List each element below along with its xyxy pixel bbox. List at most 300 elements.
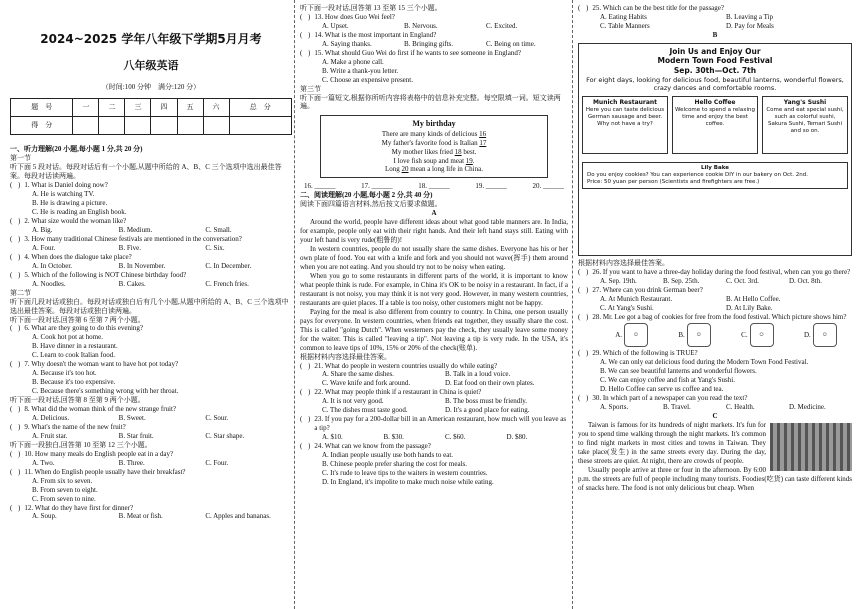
score-cell[interactable] (73, 117, 99, 135)
answer-option[interactable]: D. Eat food on their own plates. (445, 379, 535, 388)
answer-option[interactable]: C. Small. (205, 225, 232, 234)
answer-option[interactable]: C. He is reading an English book. (32, 208, 127, 217)
question (10, 324, 292, 333)
answer-option[interactable]: A. Make a phone call. (322, 57, 384, 66)
table-text: . (472, 156, 475, 165)
listening-section-cont (300, 4, 568, 111)
answer-option[interactable]: A. Four. (32, 243, 56, 252)
answer-option[interactable]: C. It's rude to leave tips to the waiters in western countries. (322, 468, 488, 477)
answer-option-row (578, 295, 852, 304)
answer-paren[interactable]: ( (578, 285, 581, 294)
question-text: 7. Why doesn't the woman want to have hot pot today? (24, 360, 179, 369)
answer-option[interactable]: A. Noodles. (32, 279, 66, 288)
answer-option[interactable]: A. Indian people usually use both hands to eat. (322, 451, 454, 460)
column-divider (572, 0, 573, 609)
question-text: 14. What is the most important in England? (314, 30, 437, 39)
question (300, 362, 568, 371)
answer-option[interactable]: A. Cook hot pot at home. (32, 333, 103, 342)
question-text: 25. Which can be the best title for the passage? (592, 4, 725, 12)
answer-option[interactable]: A. $10. (322, 433, 343, 442)
answer-option[interactable]: B. The boss must be friendly. (445, 397, 528, 406)
question (10, 360, 292, 369)
answer-paren-close: ) (18, 405, 21, 414)
answer-blank[interactable]: 17. ______ (361, 182, 393, 191)
score-header-cell: 五 (177, 99, 203, 117)
blank-number: 18 (454, 147, 462, 156)
answer-blank[interactable]: 18. ______ (418, 182, 450, 191)
answer-option-row (10, 280, 292, 289)
answer-option[interactable]: B. Cakes. (118, 279, 146, 288)
question-text: 21. What do people in western countries usually do while eating? (314, 361, 498, 370)
answer-option[interactable]: C. Star shape. (205, 431, 245, 440)
answer-paren-close: ) (308, 12, 311, 21)
question-text: 12. What do they have first for dinner? (24, 503, 134, 512)
person-illustration: ☺ (687, 323, 711, 347)
question (300, 388, 568, 397)
score-cell[interactable] (151, 117, 177, 135)
answer-option-row (300, 370, 568, 379)
instruction-text: 听下面一段对话,回答第 8 至第 9 两个小题。 (10, 396, 145, 405)
passage-label: C (712, 412, 718, 421)
answer-option[interactable]: C. Being on time. (486, 39, 536, 48)
answer-option[interactable]: C. Health. (726, 403, 755, 412)
answer-paren-close: ) (308, 361, 311, 370)
ad-card-price: Price: 50 yuan per person (Scientists and firefighters are free.) (587, 179, 760, 186)
score-header-cell: 三 (125, 99, 151, 117)
answer-option[interactable]: A. Saying thanks. (322, 39, 372, 48)
answer-option-row (10, 262, 292, 271)
table-text: mean a long life in China. (408, 165, 483, 174)
instruction-text: 第三节 (300, 84, 321, 93)
birthday-table-title: My birthday (412, 119, 456, 129)
answer-option[interactable]: D. Medicine. (789, 403, 826, 412)
passage-c (578, 421, 852, 493)
answer-option[interactable]: B. Sep. 25th. (663, 276, 700, 285)
question-text: 24. What can we know from the passage? (314, 442, 431, 451)
instruction-text: 第二节 (10, 288, 31, 297)
answer-option[interactable]: A. Fruit star. (32, 431, 68, 440)
answer-option[interactable]: C. From seven to nine. (32, 494, 96, 503)
answer-option[interactable]: B. Talk in a loud voice. (445, 370, 511, 379)
ad-description: For eight days, looking for delicious food, beautiful lanterns, wonderful flowers, crazy dances and comfortable rooms. (586, 75, 844, 92)
question (578, 349, 852, 358)
instruction-text: 听下面一段对话,回答第 13 至第 15 三个小题。 (300, 4, 442, 12)
answer-paren[interactable]: ( (578, 267, 581, 276)
reading-section-b-cont (578, 349, 852, 421)
exam-title: 2024~2025 学年八年级下学期5月月考 (40, 32, 262, 46)
column-1 (10, 4, 292, 521)
question (578, 268, 852, 277)
answer-paren-close: ) (18, 181, 21, 190)
answer-option[interactable]: C. Choose an expensive present. (322, 75, 413, 84)
score-header-cell: 总 分 (229, 99, 291, 117)
birthday-table-line (327, 139, 541, 148)
column-3 (578, 4, 852, 493)
answer-paren-close: ) (18, 360, 21, 369)
answer-option[interactable]: C. Six. (205, 243, 225, 252)
score-table (10, 98, 292, 135)
ad-card-text: Come and eat special sushi, such as colorful sushi, Sakura Sushi, Temari Sushi and so on. (766, 106, 844, 134)
birthday-table-lines (327, 130, 541, 175)
answer-option[interactable]: A. Upset. (322, 21, 349, 30)
score-cell[interactable] (203, 117, 229, 135)
reading-section-a (300, 191, 568, 486)
question-text: 4. When does the dialogue take place? (24, 252, 132, 261)
answer-paren-close: ) (18, 270, 21, 279)
answer-option[interactable]: C. French fries. (205, 279, 249, 288)
answer-option[interactable]: A. He is watching TV. (32, 190, 95, 199)
question (10, 405, 292, 414)
table-text: I love fish soup and meat (393, 156, 466, 165)
answer-option-row (300, 40, 568, 49)
ad-card-text: Here you can taste delicious German sausage and beer. Why not have a try? (585, 106, 665, 127)
answer-option[interactable]: C. Wave knife and fork around. (322, 379, 411, 388)
section-heading: 一、听力理解(20 小题,每小题 1 分,共 20 分) (10, 145, 143, 154)
answer-option[interactable]: B. Have dinner in a restaurant. (32, 342, 118, 351)
answer-option[interactable]: B. From seven to eight. (32, 485, 98, 494)
answer-paren-close: ) (18, 234, 21, 243)
answer-option[interactable]: C. We can enjoy coffee and fish at Yang's Sushi. (600, 376, 735, 385)
answer-option[interactable]: B. Sweet. (118, 413, 146, 422)
instruction-text: 根据材料内容选择最佳答案。 (300, 352, 391, 361)
answer-option-row (10, 459, 292, 468)
score-header-cell: 六 (203, 99, 229, 117)
answer-option[interactable]: B. In November. (118, 261, 166, 270)
answer-option[interactable]: A. Two. (32, 458, 55, 467)
ad-heading-1: Join Us and Enjoy Our (669, 46, 761, 56)
ad-card-name: Lily Bake (701, 165, 729, 172)
answer-paren-close: ) (18, 252, 21, 261)
question-text: 1. What is Daniel doing now? (24, 181, 108, 190)
picture-label: B. (678, 331, 685, 339)
answer-paren[interactable]: ( (10, 234, 13, 243)
instruction-text: 听下面一段对话,回答第 6 至第 7 两个小题。 (10, 315, 145, 324)
table-text: best. (461, 147, 477, 156)
question-text: 5. Which of the following is NOT Chinese birthday food? (24, 270, 187, 279)
answer-option[interactable]: C. Four. (205, 458, 229, 467)
answer-option[interactable]: C. Excited. (486, 21, 518, 30)
answer-option[interactable]: C. At Yang's Sushi. (600, 303, 654, 312)
answer-paren-close: ) (586, 349, 589, 358)
passage-paragraph: When you go to some restaurants in different parts of the world, it is important to know what people think is rude. For example, in China it's OK to be noisy in a restaurant. In fact, if a restaurant is not noisy, you may think it is not very good. However, in many western countries, restaurants are quiet places. If a table is too noisy, other customers might not be happy. (300, 271, 568, 307)
picture-option[interactable] (615, 323, 648, 347)
answer-option[interactable]: B. Star fruit. (118, 431, 154, 440)
answer-option[interactable]: A. Soup. (32, 512, 57, 521)
answer-option-row (10, 414, 292, 423)
birthday-table-line (327, 157, 541, 166)
food-festival-ad (578, 43, 852, 256)
answer-paren[interactable]: ( (10, 449, 13, 458)
question (578, 4, 852, 13)
answer-blank[interactable]: 20. ______ (532, 182, 564, 191)
question (300, 13, 568, 22)
ad-card-name: Munich Restaurant (592, 99, 658, 107)
ad-card-lily-bake (582, 162, 848, 189)
question-text: 30. In which part of a newspaper can you read the text? (592, 394, 748, 403)
question-text: 6. What are they going to do this evening? (24, 324, 143, 333)
answer-option[interactable]: B. At Hello Coffee. (726, 294, 781, 303)
answer-option[interactable]: B. $30. (383, 433, 404, 442)
person-illustration: ☺ (624, 323, 648, 347)
answer-option[interactable]: D. Pay for Meals (726, 21, 774, 30)
blank-number: 19 (465, 156, 473, 165)
instruction-text: 阅读下面四篇语言材料,然后按文后要求做题。 (300, 200, 442, 209)
answer-paren[interactable]: ( (10, 324, 13, 333)
ad-card-text: Welcome to spend a relaxing time and enjoy the best coffee. (675, 106, 755, 127)
answer-option[interactable]: B. He is drawing a picture. (32, 199, 108, 208)
answer-option[interactable]: C. $60. (445, 433, 466, 442)
answer-paren[interactable]: ( (10, 467, 13, 476)
column-2 (300, 4, 568, 487)
answer-option-row (578, 13, 852, 22)
answer-paren-close: ) (586, 312, 589, 321)
answer-paren-close: ) (308, 388, 311, 397)
answer-option-row (10, 244, 292, 253)
column-divider (294, 0, 295, 609)
answer-paren[interactable]: ( (578, 4, 581, 12)
answer-option[interactable]: C. Sour. (205, 413, 229, 422)
instruction-text: 根据材料内容选择最佳答案。 (578, 258, 669, 267)
question (300, 49, 568, 58)
question-text: 22. What may people think if a restaurant in China is quiet? (314, 388, 482, 397)
score-cell[interactable] (229, 117, 291, 135)
birthday-table-line (327, 165, 541, 174)
answer-paren-close: ) (586, 267, 589, 276)
answer-blank[interactable]: 16. ______ (304, 182, 336, 191)
answer-option[interactable]: B. We can see beautiful lanterns and wonderful flowers. (600, 367, 757, 376)
question (10, 217, 292, 226)
answer-option[interactable]: B. Because it's too expensive. (32, 378, 116, 387)
question (10, 253, 292, 262)
answer-option[interactable]: A. In October. (32, 261, 73, 270)
answer-paren[interactable]: ( (10, 422, 13, 431)
answer-option[interactable]: B. Five. (118, 243, 142, 252)
answer-paren[interactable]: ( (300, 442, 303, 451)
answer-option[interactable]: B. Bringing gifts. (404, 39, 454, 48)
answer-paren-close: ) (308, 30, 311, 39)
answer-paren[interactable]: ( (578, 349, 581, 358)
instruction-text: 听下面一段独白,回答第 10 至第 12 三个小题。 (10, 440, 152, 449)
passage-label: B (712, 30, 718, 39)
passage-paragraph: Usually people arrive at three or four in the afternoon. By 6:00 p.m. the streets are full of people including many tourists. Foodies(吃货) can taste different kinds of snacks here. The food is not only delicious but cheap. When (578, 465, 852, 492)
answer-option[interactable]: B. Leaving a Tip (726, 12, 774, 21)
answer-option[interactable]: C. Because there's something wrong with her throat. (32, 387, 179, 396)
question-text: 23. If you pay for a 200-dollar bill in an American restaurant, how much will you leave as a tip? (314, 415, 567, 433)
answer-paren-close: ) (18, 449, 21, 458)
picture-option[interactable] (804, 323, 837, 347)
blank-number: 17 (479, 138, 487, 147)
answer-option[interactable]: A. From six to seven. (32, 476, 93, 485)
answer-paren[interactable]: ( (10, 270, 13, 279)
answer-option[interactable]: B. Nervous. (404, 21, 438, 30)
listening-section (10, 145, 292, 521)
answer-paren[interactable]: ( (10, 405, 13, 414)
answer-option[interactable]: B. Three. (118, 458, 145, 467)
answer-paren[interactable]: ( (10, 181, 13, 190)
question (578, 394, 852, 403)
answer-paren[interactable]: ( (10, 252, 13, 261)
answer-option[interactable]: C. In December. (205, 261, 252, 270)
answer-paren[interactable]: ( (300, 388, 303, 397)
answer-paren[interactable]: ( (578, 312, 581, 321)
score-cell[interactable] (125, 117, 151, 135)
night-market-photo (770, 423, 852, 471)
table-text: My mother likes fried (391, 147, 455, 156)
question-text: 10. How many meals do English people eat in a day? (24, 449, 174, 458)
instruction-text: 听下面一篇短文,根据你所听内容将表格中的信息补充完整。每空限填一词。短文读两遍。 (300, 93, 561, 111)
table-text: There are many kinds of delicious (381, 129, 480, 138)
answer-option[interactable]: B. Write a thank-you letter. (322, 66, 399, 75)
birthday-table-line (327, 130, 541, 139)
ad-card-munich (582, 96, 668, 154)
answer-paren-close: ) (18, 217, 21, 226)
answer-option-row (300, 406, 568, 415)
question-text: 11. When do English people usually have their breakfast? (24, 467, 186, 476)
passage-paragraph: In western countries, people do not usually share the same dishes. Everyone has his or her own plate of food. You eat with a knife and fork and you should not wave(挥手) them around when you are not eating. And you should try not to be noisy when eating. (300, 245, 568, 272)
instruction-text: 第一节 (10, 154, 31, 163)
answer-option[interactable]: D. It's a good place for eating. (445, 406, 530, 415)
question-text: 9. What's the name of the new fruit? (24, 422, 126, 431)
answer-option[interactable]: C. The dishes must taste good. (322, 406, 408, 415)
question (300, 415, 568, 433)
birthday-table (320, 115, 548, 178)
answer-option[interactable]: A. It is not very good. (322, 397, 384, 406)
answer-paren-close: ) (18, 422, 21, 431)
answer-option-row (10, 432, 292, 441)
answer-option[interactable]: D. At Lily Bake. (726, 303, 773, 312)
answer-option[interactable]: B. Medium. (118, 225, 153, 234)
passage-label: A (431, 209, 437, 218)
exam-meta: （时间:100 分钟 满分:120 分） (101, 83, 201, 92)
section-heading: 二、阅读理解(20 小题,每小题 2 分,共 40 分) (300, 191, 433, 200)
passage-paragraph: Around the world, people have different ideas about what good table manners are. In India, for example, people only eat with their right hands. And their left hand stays still. Eating with your left hand is very rude(粗鲁的)! (300, 218, 568, 245)
answer-option-row (300, 433, 568, 442)
answer-paren[interactable]: ( (300, 361, 303, 370)
answer-option[interactable]: A. Sports. (600, 403, 629, 412)
person-illustration: ☺ (813, 323, 837, 347)
answer-paren-close: ) (18, 503, 21, 512)
answer-option[interactable]: A. Big. (32, 225, 53, 234)
question-text: 28. Mr. Lee got a bag of cookies for free from the food festival. Which picture shows him? (592, 312, 847, 321)
picture-label: D. (803, 331, 811, 339)
answer-option[interactable]: B. Travel. (663, 403, 691, 412)
reading-section-b (578, 259, 852, 322)
answer-option[interactable]: A. At Munich Restaurant. (600, 294, 673, 303)
ad-card-name: Hello Coffee (694, 99, 736, 107)
table-text: Long (385, 165, 402, 174)
blank-number: 20 (401, 165, 409, 174)
answer-option-row (300, 379, 568, 388)
answer-paren-close: ) (586, 4, 589, 12)
picture-option[interactable] (741, 323, 773, 347)
answer-option[interactable]: C. Apples and bananas. (205, 512, 271, 521)
answer-option[interactable]: C. Learn to cook Italian food. (32, 351, 116, 360)
question (10, 423, 292, 432)
score-cell[interactable] (99, 117, 125, 135)
answer-paren[interactable]: ( (10, 217, 13, 226)
blank-number: 16 (479, 129, 487, 138)
answer-paren[interactable]: ( (300, 12, 303, 21)
score-cell[interactable] (177, 117, 203, 135)
answer-paren-close: ) (18, 324, 21, 333)
answer-option[interactable]: A. Eating Habits (600, 12, 647, 21)
answer-paren[interactable]: ( (300, 415, 303, 424)
answer-paren-close: ) (308, 48, 311, 57)
answer-option[interactable]: D. $80. (506, 433, 528, 442)
instruction-text: 听下面几段对话或独白。每段对话或独白后有几个小题,从题中所给的 A、B、C 三个选项中选出最佳答案。每段对话或独白读两遍。 (10, 297, 289, 315)
score-row-label: 得 分 (11, 117, 73, 135)
answer-option-row (578, 304, 852, 313)
ad-card-yangs-sushi (762, 96, 848, 154)
ad-card-text: Do you enjoy cookies? You can experience cookie DIY in our bakery on Oct. 2nd. (587, 172, 808, 179)
picture-label: A. (615, 331, 622, 339)
question (10, 468, 292, 477)
answer-option[interactable]: D. Oct. 8th. (789, 276, 822, 285)
answer-option[interactable]: A. Delicious. (32, 413, 70, 422)
answer-paren-close: ) (308, 442, 311, 451)
answer-paren-close: ) (18, 467, 21, 476)
answer-option[interactable]: A. Because it's too hot. (32, 369, 97, 378)
picture-option[interactable] (678, 323, 710, 347)
answer-option-row (300, 397, 568, 406)
score-header-cell: 二 (99, 99, 125, 117)
answer-paren[interactable]: ( (10, 360, 13, 369)
score-header-cell: 一 (73, 99, 99, 117)
answer-paren[interactable]: ( (300, 48, 303, 57)
ad-heading-3: Sep. 30th—Oct. 7th (673, 66, 757, 75)
ad-cards (582, 96, 848, 154)
answer-option-row (578, 277, 852, 286)
question-text: 3. How many traditional Chinese festivals are mentioned in the conversation? (24, 234, 242, 243)
answer-blank[interactable]: 19. ______ (475, 182, 507, 191)
birthday-table-line (327, 148, 541, 157)
picture-label: C. (741, 331, 748, 339)
ad-card-hello-coffee (672, 96, 758, 154)
question-text: 8. What did the woman think of the new strange fruit? (24, 405, 177, 414)
question (578, 313, 852, 322)
answer-paren[interactable]: ( (578, 394, 581, 403)
question (10, 271, 292, 280)
question (300, 442, 568, 451)
question (10, 504, 292, 513)
answer-paren[interactable]: ( (10, 503, 13, 512)
question (10, 450, 292, 459)
question-text: 15. What should Guo Wei do first if he wants to see someone in England? (314, 48, 521, 57)
question-text: 26. If you want to have a three-day holiday during the food festival, when can you go there? (592, 267, 851, 276)
passage-paragraph: Paying for the meal is also different from country to country. In China, one person usually pays for everyone. In western countries, when friends eat together, they usually share the cost. This is called "going Dutch". When westerners pay the check, they usually leave some money for the waiter. This is called "leaving a tip". Not leaving a tip is very rude. In the USA, it's common to leave tips of 10%, 15% or 20% of the check(账单). (300, 307, 568, 352)
question (10, 235, 292, 244)
answer-paren-close: ) (308, 415, 311, 424)
answer-option-row (10, 512, 292, 521)
answer-option[interactable]: D. In England, it's impolite to make much noise while eating. (322, 477, 494, 486)
question (10, 181, 292, 190)
question-text: 2. What size would the woman like? (24, 217, 127, 226)
answer-option[interactable]: C. Oct. 3rd. (726, 276, 759, 285)
question (300, 31, 568, 40)
answer-option[interactable]: A. Share the same dishes. (322, 370, 394, 379)
instruction-text: 听下面 5 段对话。每段对话后有一个小题,从题中所给的 A、B、C 三个选项中选出最佳答案。每段对话读两遍。 (10, 163, 282, 181)
answer-option-row (578, 22, 852, 31)
answer-option[interactable]: D. Hello Coffee can serve us coffee and tea. (600, 385, 724, 394)
passage-paragraph: Taiwan is famous for its hundreds of night markets. It's fun for you to spend time walking through the night markets. It's common to find night markets in most cities and towns in Taiwan. They take place(发生) in the same streets every day. During the day, these streets are quiet. At night, there are crowds of people. (578, 421, 766, 465)
answer-option[interactable]: A. Sep. 19th. (600, 276, 637, 285)
answer-option-row (10, 226, 292, 235)
answer-option[interactable]: B. Meat or fish. (118, 512, 163, 521)
answer-paren[interactable]: ( (300, 30, 303, 39)
answer-option[interactable]: A. We can only eat delicious food during the Modern Town Food Festival. (600, 358, 809, 367)
answer-option[interactable]: C. Table Manners (600, 21, 650, 30)
answer-option[interactable]: B. Chinese people prefer sharing the cost for meals. (322, 459, 468, 468)
